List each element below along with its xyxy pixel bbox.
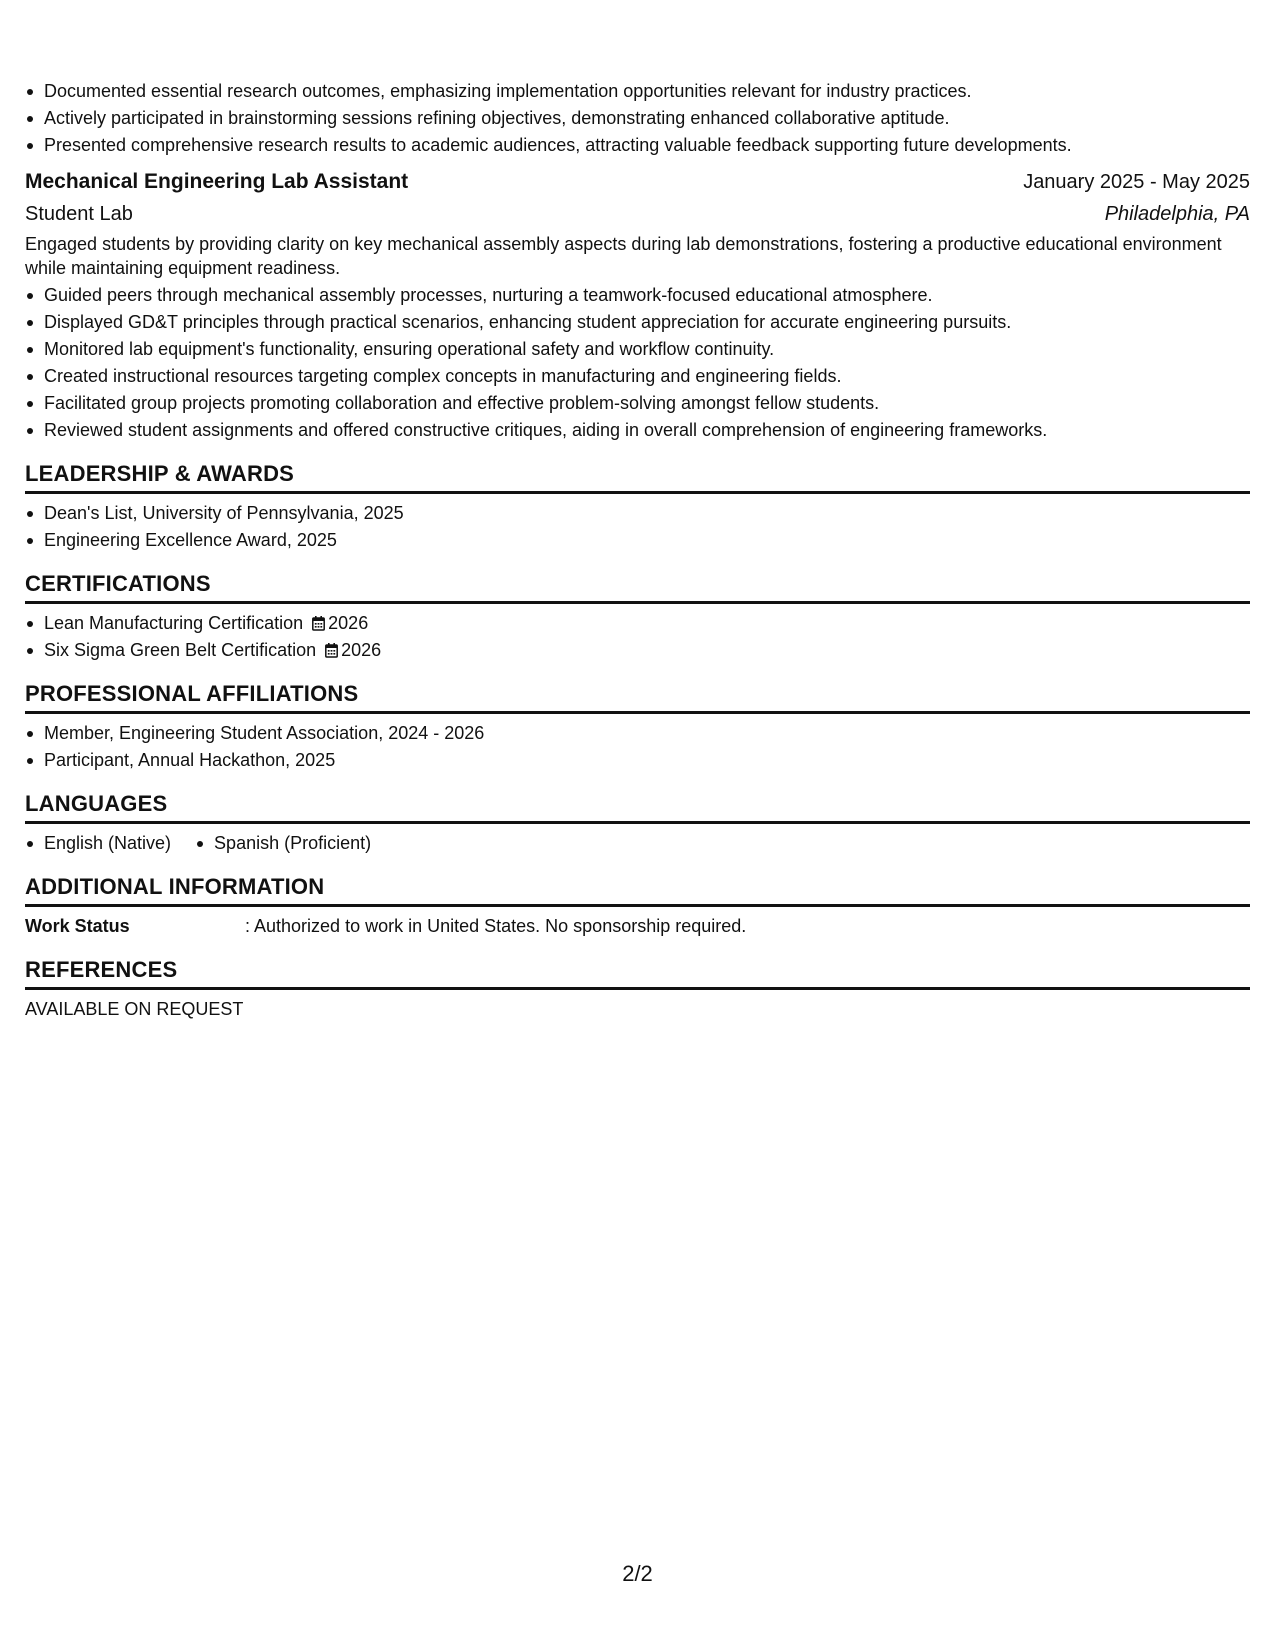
- job-organization: Student Lab: [25, 203, 133, 225]
- work-status-row: [25, 913, 1250, 940]
- certifications-list: [25, 610, 1250, 664]
- award-item: Dean's List, University of Pennsylvania, 2025: [25, 500, 1250, 527]
- calendar-icon: [325, 643, 338, 658]
- award-item: Engineering Excellence Award, 2025: [25, 527, 1250, 554]
- certification-name: Lean Manufacturing Certification: [44, 613, 304, 633]
- bullet-item: Presented comprehensive research results to academic audiences, attracting valuable feedback supporting future developments.: [25, 132, 1250, 159]
- job-dates: January 2025 - May 2025: [1023, 171, 1250, 193]
- affiliation-item: Member, Engineering Student Association, 2024 - 2026: [25, 720, 1250, 747]
- calendar-icon: [312, 616, 325, 631]
- section-title-references: REFERENCES: [25, 956, 1250, 990]
- job-subheader: [25, 198, 1250, 230]
- bullet-item: Monitored lab equipment's functionality, ensuring operational safety and workflow continuity.: [25, 336, 1250, 363]
- job-location: Philadelphia, PA: [1104, 203, 1250, 225]
- job-entry: [25, 166, 1250, 444]
- certification-name: Six Sigma Green Belt Certification: [44, 640, 317, 660]
- bullet-item: Facilitated group projects promoting collaboration and effective problem-solving amongst fellow students.: [25, 390, 1250, 417]
- affiliations-list: [25, 720, 1250, 774]
- bullet-item: Displayed GD&T principles through practical scenarios, enhancing student appreciation for accurate engineering pursuits.: [25, 309, 1250, 336]
- certification-item: [25, 637, 1250, 664]
- previous-job-bullets: [25, 78, 1250, 159]
- section-title-languages: LANGUAGES: [25, 790, 1250, 824]
- certification-year: 2026: [328, 613, 369, 633]
- job-summary: Engaged students by providing clarity on key mechanical assembly aspects during lab demonstrations, fostering a productive educational environment while maintaining equipment readiness.: [25, 234, 1222, 278]
- section-title-affiliations: PROFESSIONAL AFFILIATIONS: [25, 680, 1250, 714]
- section-title-leadership: LEADERSHIP & AWARDS: [25, 460, 1250, 494]
- job-header: [25, 166, 1250, 198]
- bullet-item: Documented essential research outcomes, emphasizing implementation opportunities relevant for industry practices.: [25, 78, 1250, 105]
- bullet-item: Created instructional resources targeting complex concepts in manufacturing and engineering fields.: [25, 363, 1250, 390]
- leadership-list: [25, 500, 1250, 554]
- section-title-certifications: CERTIFICATIONS: [25, 570, 1250, 604]
- certification-item: [25, 610, 1250, 637]
- work-status-value: : Authorized to work in United States. No sponsorship required.: [245, 916, 747, 936]
- bullet-item: Actively participated in brainstorming sessions refining objectives, demonstrating enhanced collaborative aptitude.: [25, 105, 1250, 132]
- affiliation-item: Participant, Annual Hackathon, 2025: [25, 747, 1250, 774]
- language-item: English (Native): [25, 830, 171, 857]
- job-title: Mechanical Engineering Lab Assistant: [25, 170, 409, 193]
- job-bullets: [25, 282, 1250, 444]
- references-text: AVAILABLE ON REQUEST: [25, 999, 244, 1019]
- work-status-label: Work Status: [25, 916, 130, 936]
- certification-year: 2026: [341, 640, 382, 660]
- section-title-additional-information: ADDITIONAL INFORMATION: [25, 873, 1250, 907]
- bullet-item: Guided peers through mechanical assembly processes, nurturing a teamwork-focused educational atmosphere.: [25, 282, 1250, 309]
- bullet-item: Reviewed student assignments and offered constructive critiques, aiding in overall comprehension of engineering frameworks.: [25, 417, 1250, 444]
- language-item: Spanish (Proficient): [195, 830, 371, 857]
- languages-list: [25, 830, 1250, 857]
- page-number: 2/2: [622, 1561, 653, 1586]
